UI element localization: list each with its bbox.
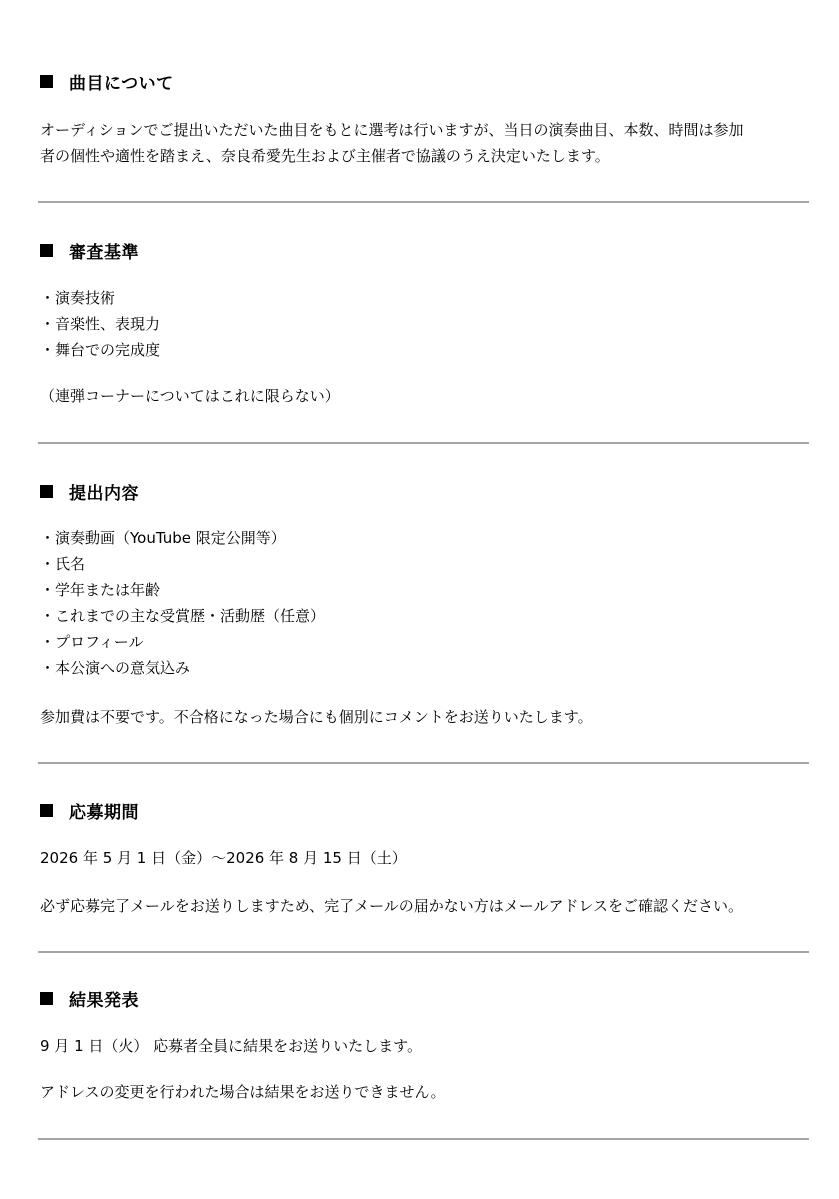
list-item: ・プロフィール [40,633,144,651]
section-divider [38,1138,809,1140]
section-title: 審査基準 [69,242,139,263]
section-divider [38,442,809,444]
section-note: （連弾コーナーについてはこれに限らない） [40,387,340,405]
list-item: ・これまでの主な受賞歴・活動歴（任意） [40,607,326,625]
section-heading-application-period [40,799,139,821]
section-note: アドレスの変更を行われた場合は結果をお送りできません。 [40,1083,446,1101]
list-item: ・学年または年齢 [40,581,161,599]
black-square-icon [40,992,53,1005]
black-square-icon [40,75,53,88]
list-item: ・演奏動画（YouTube 限定公開等） [40,529,286,547]
paragraph-line: 者の個性や適性を踏まえ、奈良希愛先生および主催者で協議のうえ決定いたします。 [40,147,610,165]
list-item: ・音楽性、表現力 [40,315,161,333]
section-heading-repertoire [40,70,174,92]
section-title: 提出内容 [69,483,139,504]
section-divider [38,201,809,203]
list-item: ・舞台での完成度 [40,341,161,359]
section-divider [38,951,809,953]
list-item: ・演奏技術 [40,289,116,307]
section-heading-results [40,987,139,1009]
black-square-icon [40,244,53,257]
black-square-icon [40,804,53,817]
paragraph-line: オーディションでご提出いただいた曲目をもとに選考は行いますが、当日の演奏曲目、本数、時間は参加 [40,121,744,139]
results-date: 9 月 1 日（火） 応募者全員に結果をお送りいたします。 [40,1037,422,1055]
section-heading-criteria [40,239,139,261]
black-square-icon [40,485,53,498]
list-item: ・氏名 [40,555,86,573]
section-divider [38,762,809,764]
section-title: 結果発表 [69,990,139,1011]
section-title: 応募期間 [69,802,139,823]
list-item: ・本公演への意気込み [40,659,191,677]
section-note: 必ず応募完了メールをお送りしますため、完了メールの届かない方はメールアドレスをご確認ください。 [40,897,744,915]
section-title: 曲目について [69,73,174,94]
application-period: 2026 年 5 月 1 日（金）～2026 年 8 月 15 日（土） [40,849,407,867]
section-note: 参加費は不要です。不合格になった場合にも個別にコメントをお送りいたします。 [40,708,593,726]
section-heading-submission [40,480,139,502]
